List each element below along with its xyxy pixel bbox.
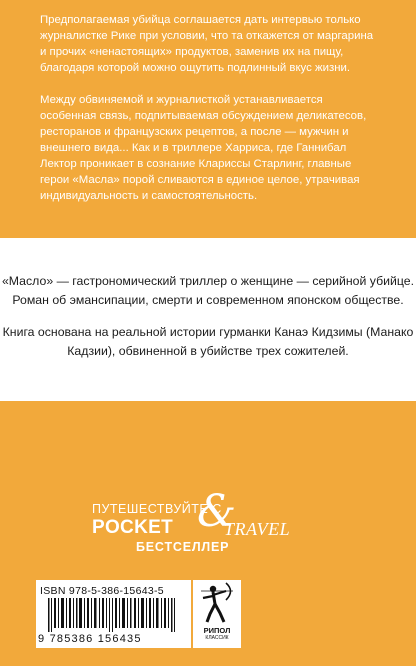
series-tagline: ПУТЕШЕСТВУЙТЕ С (92, 502, 222, 516)
barcode-digits: 9 785386 156435 (38, 633, 142, 645)
annotation-paragraph-1: Предполагаемая убийца соглашается дать интервью только журналистке Рике при условии, что та откажется от маргарина и прочих «ненастоящих» продуктов, заменив их на пищу, благодаря которой можно ощутить подлинный вкус жизни. (40, 14, 374, 74)
publisher-subtitle: КЛАССИК (205, 635, 229, 641)
barcode-bars (48, 598, 180, 632)
bestseller-label: БЕСТСЕЛЛЕР (136, 540, 230, 554)
annotation-block (40, 12, 380, 220)
summary-block (0, 272, 416, 374)
basis-text: Книга основана на реальной истории гурманки Канаэ Кидзимы (Манако Кадзии), обвиненной в убийстве трех сожителей. (2, 325, 414, 358)
series-ampersand: & (197, 486, 237, 537)
barcode-block (36, 580, 191, 648)
summary-text: «Масло» — гастрономический триллер о женщине — серийной убийце. Роман об эмансипации, смерти и современном японском обществе. (1, 274, 415, 307)
isbn-text: ISBN 978-5-386-15643-5 (40, 585, 164, 597)
annotation-paragraph-2: Между обвиняемой и журналисткой устанавливается особенная связь, подпитываемая обсуждением деликатесов, ресторанов и французских рецептов, а после — мужчин и внешнего вида... Как и в триллере Харриса, где Ганнибал Лектор проникает в сознание Клариссы Старлинг, главные герои «Масла» порой сливаются в единое целое, утрачивая индивидуальность и самостоятельность. (40, 94, 367, 202)
series-pocket: POCKET (92, 517, 173, 538)
series-travel: TRAVEL (224, 519, 291, 539)
archer-icon (193, 580, 241, 626)
publisher-name: РИПОЛ (203, 626, 231, 635)
publisher-logo (193, 580, 241, 648)
